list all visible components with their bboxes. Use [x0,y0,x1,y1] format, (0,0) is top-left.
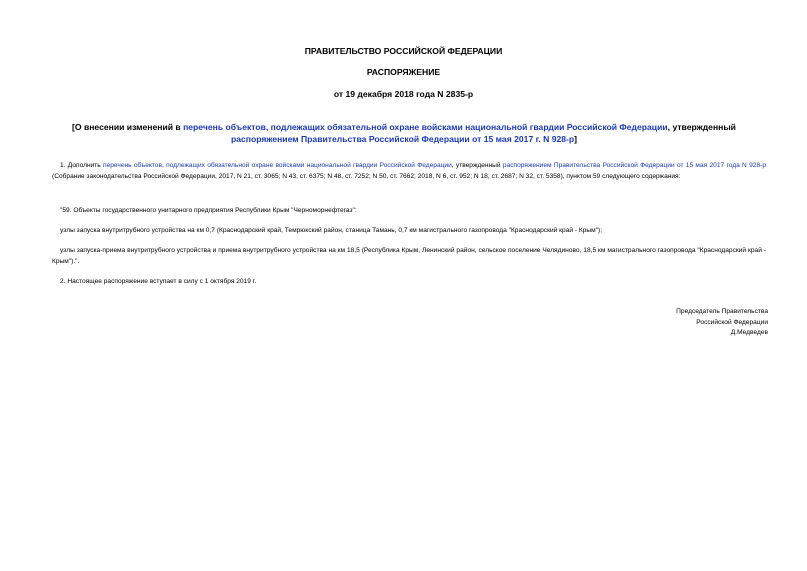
title-open-bracket: [ [72,122,75,132]
p1-link-order-928[interactable]: распоряжением Правительства Российской Федерации от 15 мая 2017 года N 928-р [502,162,766,169]
p3-text: узлы запуска внутритрубного устройства на км 0,7 (Краснодарский край, Темрюкский район, станица Тамань, 0,7 км магистрального газопровода "Краснодарский край - Крым"); [60,227,603,234]
p1-prefix: 1. Дополнить [60,162,104,169]
signature-block [676,307,768,339]
signature-line-3: Д.Медведев [730,329,768,336]
document-type-heading: РАСПОРЯЖЕНИЕ [366,67,441,77]
paragraph-2 [52,206,766,217]
title-middle: , утвержденный [667,122,736,132]
p1-link-objects-list[interactable]: перечень объектов, подлежащих обязательной охране войсками национальной гвардии Российской Федерации [103,162,452,169]
title-link-objects-list[interactable]: перечень объектов, подлежащих обязательной охране войсками национальной гвардии Российской Федерации [183,122,668,132]
p2-text: "59. Объекты государственного унитарного предприятия Республики Крым "Черноморнефтегаз": [60,207,357,214]
organization-heading: ПРАВИТЕЛЬСТВО РОССИЙСКОЙ ФЕДЕРАЦИИ [304,46,503,56]
p1-suffix: (Собрание законодательства Российской Федерации, 2017, N 21, ст. 3065; N 43, ст. 6375; N 48, ст. 7252; N 50, ст. 7662; 2018, N 6, ст. 952; N 18, ст. 2687; N 32, ст. 5358), пунктом 59 следующего содержания: [52,172,681,180]
title-close-bracket: ] [574,134,578,144]
p1-middle: , утвержденный [451,162,503,169]
signature-line-1: Председатель Правительства [676,308,768,315]
p4-text: узлы запуска-приема внутритрубного устройства и приема внутритрубного устройства на км 18,5 (Республика Крым, Ленинский район, сельское поселение Челядиново, 18,5 км магистрального газопровода "Краснодарский край - Крым").". [52,247,766,265]
paragraph-1 [52,161,766,182]
document-date-heading: от 19 декабря 2018 года N 2835-р [333,89,474,99]
signature-line-2: Российской Федерации [696,318,768,326]
paragraph-3 [52,226,766,237]
p5-text: 2. Настоящее распоряжение вступает в силу с 1 октября 2019 г. [60,278,257,285]
document-title [52,121,756,145]
title-link-order-928[interactable]: распоряжением Правительства Российской Федерации от 15 мая 2017 г. N 928-р [230,134,575,144]
paragraph-4 [52,246,766,267]
paragraph-5 [52,277,766,288]
title-prefix: О внесении изменений в [74,122,184,132]
